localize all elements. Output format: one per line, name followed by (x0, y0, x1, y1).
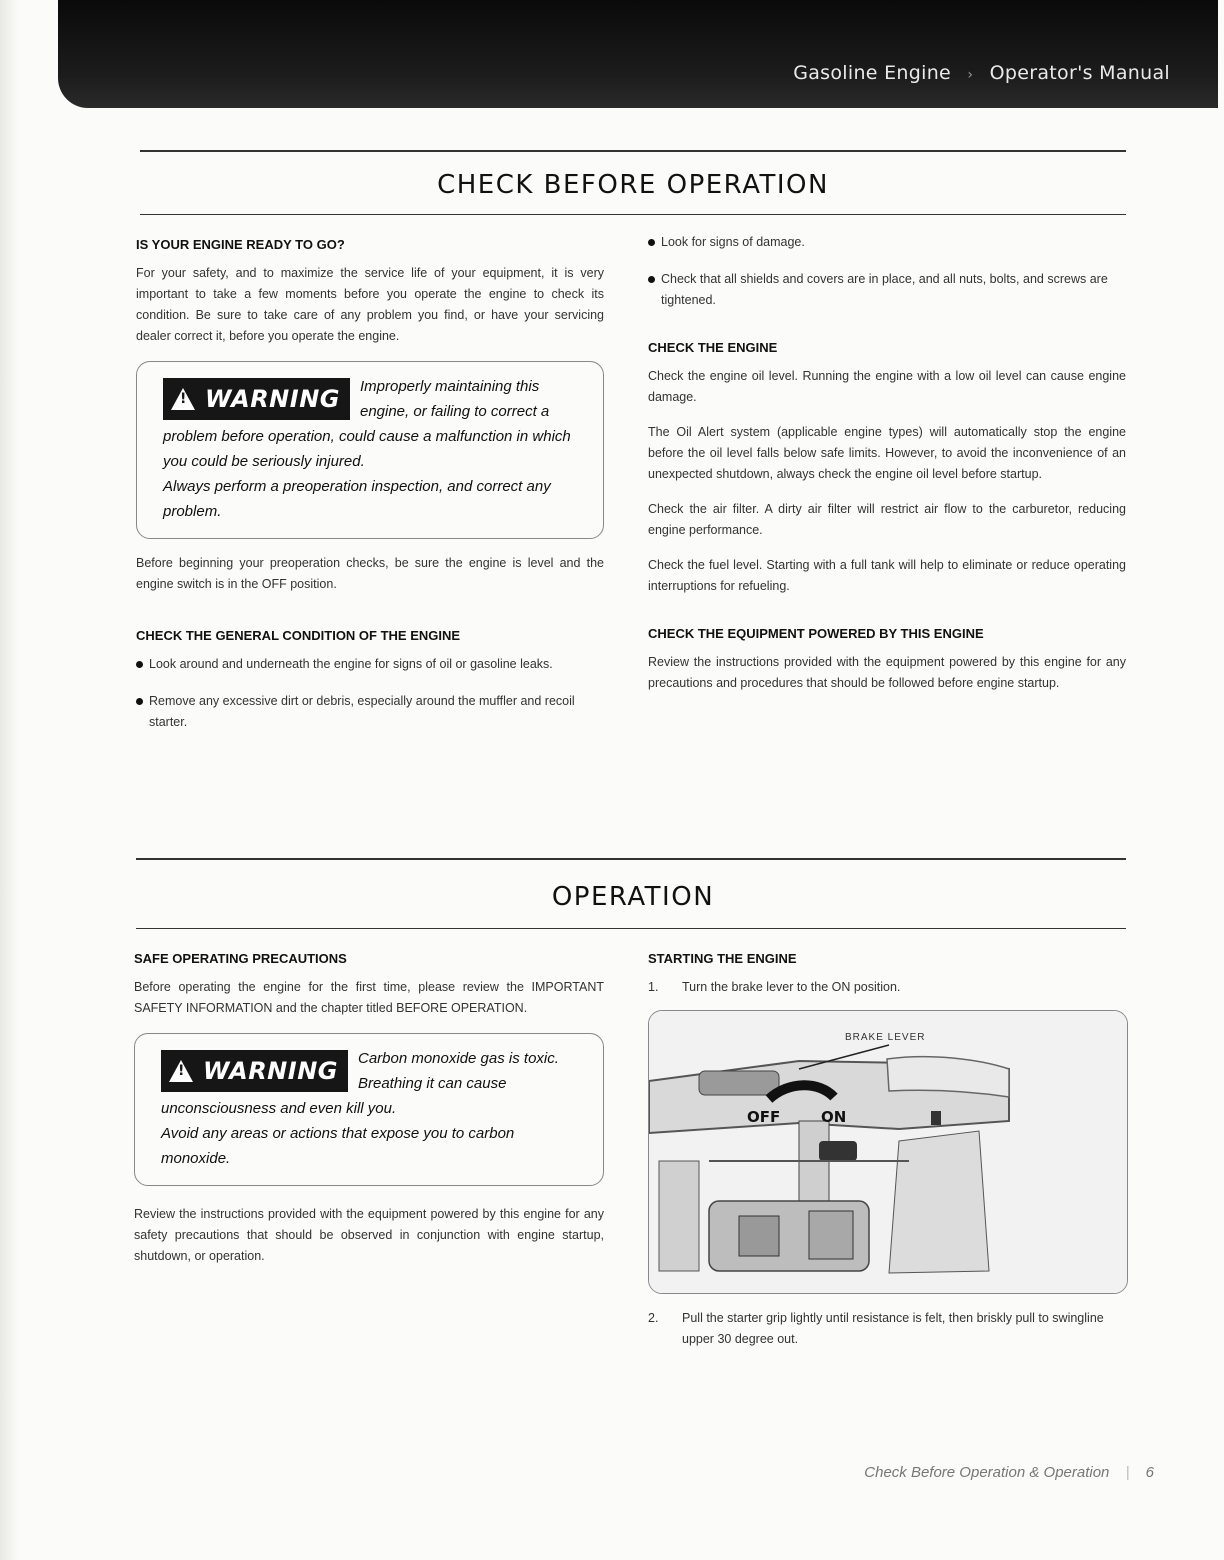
engine-paragraph: Check the air filter. A dirty air filter will restrict air flow to the carburetor, reducing engine performance. (648, 502, 1126, 537)
pre-check-text: Before beginning your preoperation checks, be sure the engine is level and the engine switch is in the OFF position. (136, 556, 604, 591)
check-section-title: CHECK BEFORE OPERATION (437, 170, 829, 200)
bullet-dot-icon (136, 661, 143, 668)
operation-rule-top (136, 858, 1126, 860)
engine-illustration (649, 1011, 1128, 1293)
equipment-text: Review the instructions provided with the equipment powered by this engine for any precautions and procedures that should be followed before engine startup. (648, 655, 1126, 690)
engine-paragraph: Check the engine oil level. Running the engine with a low oil level can cause engine damage. (648, 369, 1126, 404)
bullet-item: Check that all shields and covers are in place, and all nuts, bolts, and screws are tightened. (648, 269, 1126, 311)
header-title (793, 62, 1170, 84)
equipment-heading: CHECK THE EQUIPMENT POWERED BY THIS ENGINE (648, 626, 984, 641)
step-item: 1. Turn the brake lever to the ON position. (648, 980, 901, 994)
page-edge-shadow (0, 0, 18, 1560)
operation-right-column (648, 948, 1128, 1362)
on-label: ON (821, 1108, 847, 1126)
starting-engine-heading: STARTING THE ENGINE (648, 951, 797, 966)
brake-lever-callout: BRAKE LEVER (845, 1032, 926, 1043)
step-item: 2. Pull the starter grip lightly until resistance is felt, then briskly pull to swingline upper 30 degree out. (648, 1311, 1104, 1346)
header-band (58, 0, 1218, 108)
review-text: Review the instructions provided with the equipment powered by this engine for any safety precautions that should be observed in conjunction with engine startup, shutdown, or operation. (134, 1207, 604, 1263)
warning-triangle-icon: ! (169, 1060, 193, 1082)
page-footer: Check Before Operation & Operation | 6 (864, 1464, 1154, 1481)
safe-precautions-heading: SAFE OPERATING PRECAUTIONS (134, 951, 347, 966)
safe-text: Before operating the engine for the first time, please review the IMPORTANT SAFETY INFORMATION and the chapter titled BEFORE OPERATION. (134, 980, 604, 1015)
header-manual: Operator's Manual (989, 62, 1170, 84)
ready-text: For your safety, and to maximize the service life of your equipment, it is very important to take a few moments before you operate the engine to check its condition. Be sure to take care of any problem you find, or have your servicing dealer correct it, before you operate the engine. (136, 266, 604, 343)
engine-paragraph: The Oil Alert system (applicable engine types) will automatically stop the engine before the oil level falls below safe limits. However, to avoid the inconvenience of an unexpected shutdown, always check the engine oil level before startup. (648, 425, 1126, 481)
warning-badge: ! WARNING (163, 378, 350, 420)
warning-box-maintenance (136, 361, 604, 539)
bullet-dot-icon (648, 276, 655, 283)
operation-left-column (134, 948, 604, 1281)
section-rule-top (140, 150, 1126, 152)
section-rule-bottom (140, 214, 1126, 215)
off-label: OFF (747, 1108, 781, 1126)
bullet-item: Look for signs of damage. (648, 232, 1126, 253)
engine-paragraph: Check the fuel level. Starting with a full tank will help to eliminate or reduce operating interruptions for refueling. (648, 558, 1126, 593)
warning-badge: ! WARNING (161, 1050, 348, 1092)
general-condition-heading: CHECK THE GENERAL CONDITION OF THE ENGINE (136, 628, 461, 643)
bullet-item: Look around and underneath the engine for signs of oil or gasoline leaks. (136, 654, 604, 675)
operation-rule-bottom (136, 928, 1126, 929)
warning-triangle-icon: ! (171, 388, 195, 410)
brake-lever-figure (648, 1010, 1128, 1294)
warning-text-2: Avoid any areas or actions that expose you to carbon monoxide. (161, 1125, 515, 1167)
check-right-column (648, 232, 1126, 708)
warning-text-2: Always perform a preoperation inspection, and correct any problem. (163, 478, 551, 520)
footer-section: Check Before Operation & Operation (864, 1464, 1110, 1481)
warning-text-1: Carbon monoxide gas is toxic. Breathing it can cause unconsciousness and even kill you. (161, 1050, 559, 1117)
operation-section-title: OPERATION (551, 882, 715, 912)
page-number: 6 (1145, 1464, 1154, 1481)
bullet-dot-icon (136, 698, 143, 705)
check-left-column (136, 234, 604, 749)
bullet-dot-icon (648, 239, 655, 246)
ready-heading: IS YOUR ENGINE READY TO GO? (136, 237, 345, 252)
header-product: Gasoline Engine (793, 62, 952, 84)
warning-text-1: Improperly maintaining this engine, or failing to correct a problem before operation, could cause a malfunction in which you could be seriously injured. (163, 378, 571, 470)
check-engine-heading: CHECK THE ENGINE (648, 340, 778, 355)
warning-box-carbon-monoxide (134, 1033, 604, 1186)
header-separator: › (967, 67, 974, 83)
bullet-item: Remove any excessive dirt or debris, especially around the muffler and recoil starter. (136, 691, 604, 733)
